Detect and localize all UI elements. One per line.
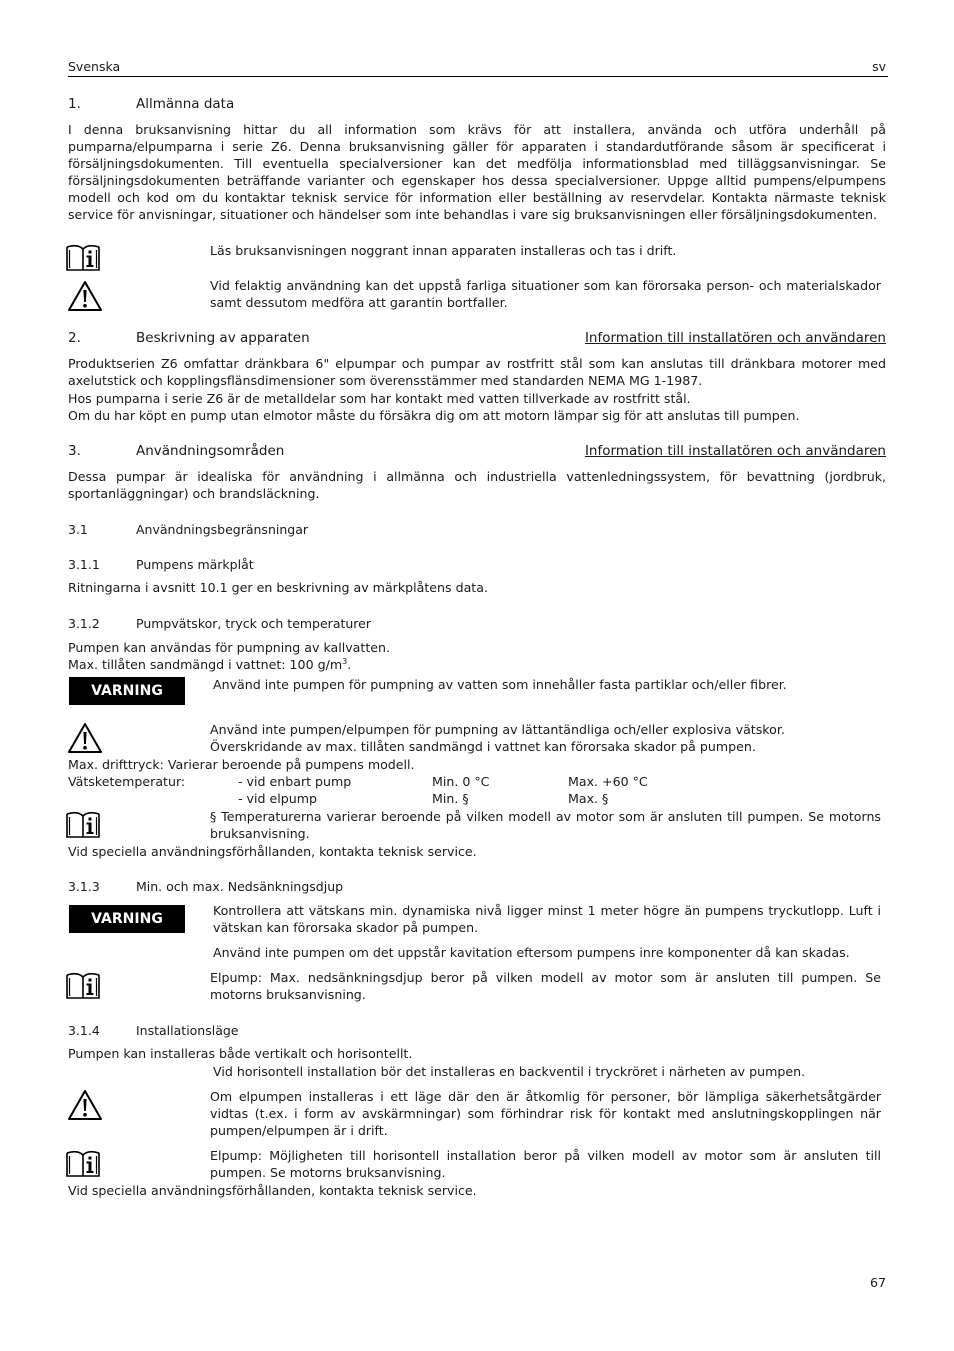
temperature-label: Vätsketemperatur: (68, 774, 186, 789)
superscript-3: 3 (342, 656, 348, 666)
section-3-1-4-title: Installationsläge (136, 1023, 239, 1038)
section-3-body: Dessa pumpar är idealiska för användning i allmänna och industriella vattenledningssystem, för bevattning (jordbruk, sportanläggningar) och brandsläckning. (68, 469, 886, 501)
temp-row-type: - vid enbart pump (238, 774, 352, 789)
section-1-body: I denna bruksanvisning hittar du all information som krävs för att installera, använda och utföra underhåll på pumparna/elpumparna i serie Z6. Denna bruksanvisning gäller för apparaten i standardutförande såsom är specificerat i försäljningsdokumenten. Till eventuella specialversioner kan det medfölja informationsblad med tilläggsanvisningar. Se försäljningsdokumenten beträffande varianter och egenskaper hos dessa specialversioner. Uppge alltid pumpens/elpumpens modell och kod om du kontaktar teknisk service för information eller beställning av reservdelar. Kontakta närmaste teknisk service för anvisningar, situationer och händelser som inte behandlas i vare sig bruksanvisningen eller försäljningsdokumenten. (68, 122, 886, 222)
section-2-audience: Information till installatören och användaren (584, 330, 886, 346)
section-2-paragraph-2: Hos pumparna i serie Z6 är de metalldelar som har kontakt med vatten tillverkade av rostfritt stål. (68, 391, 691, 406)
section-3-1-2-line-1: Pumpen kan användas för pumpning av kallvatten. (68, 640, 391, 655)
special-conditions-text: Vid speciella användningsförhållanden, kontakta teknisk service. (68, 1183, 477, 1198)
section-3-1-1-number: 3.1.1 (68, 557, 100, 572)
temp-row-min: Min. 0 °C (432, 774, 490, 789)
info-book-icon (65, 244, 101, 272)
section-3-1-1-title: Pumpens märkplåt (136, 557, 254, 572)
section-3-1-2-line-2 (68, 656, 886, 673)
installation-line-2: Vid horisontell installation bör det installeras en backventil i tryckröret i närheten av pumpen. (213, 1064, 806, 1079)
flammable-warning: Använd inte pumpen/elpumpen för pumpning av lättantändliga och/eller explosiva vätskor. (210, 722, 785, 737)
installation-warning: Om elpumpen installeras i ett läge där den är åtkomlig för personer, bör lämpliga säkerhetsåtgärder vidtas (t.ex. i form av avskärmningar) som förhindrar risk för kontakt med anslutningskopplingen när pumpen/elpumpen är i drift. (210, 1089, 881, 1138)
section-3-audience: Information till installatören och användaren (584, 443, 886, 459)
temp-row-type: - vid elpump (238, 791, 317, 806)
sand-limit-text: Max. tillåten sandmängd i vattnet: 100 g/m (68, 657, 343, 672)
section-3-title: Användningsområden (136, 443, 285, 459)
section-3-1-title: Användningsbegränsningar (136, 522, 308, 537)
varning-text: Kontrollera att vätskans min. dynamiska nivå ligger minst 1 meter högre än pumpens tryckutlopp. Luft i vätskan kan förorsaka skador på pumpen. (213, 903, 881, 935)
installation-line-1: Pumpen kan installeras både vertikalt och horisontellt. (68, 1046, 413, 1061)
header-rule (68, 76, 888, 77)
page-number: 67 (869, 1275, 886, 1290)
section-3-1-4-number: 3.1.4 (68, 1023, 100, 1038)
cavitation-text: Använd inte pumpen om det uppstår kavitation eftersom pumpens inre komponenter då kan skadas. (213, 945, 850, 960)
section-2-paragraph-3: Om du har köpt en pump utan elmotor måste du försäkra dig om att motorn lämpar sig för att anslutas till pumpen. (68, 408, 800, 423)
max-pressure-text: Max. drifttryck: Varierar beroende på pumpens modell. (68, 757, 415, 772)
section-2-paragraph-1: Produktserien Z6 omfattar dränkbara 6" elpumpar och pumpar av rostfritt stål som kan anslutas till dränkbara motorer med axelutstick och kopplingsflänsdimensioner som överensstämmer med standarden NEMA MG 1-1987. (68, 356, 886, 388)
varning-text: Använd inte pumpen för pumpning av vatten som innehåller fasta partiklar och/eller fibrer. (213, 677, 787, 692)
section-1-info-note: Läs bruksanvisningen noggrant innan apparaten installeras och tas i drift. (210, 243, 677, 258)
warning-triangle-icon (67, 1089, 103, 1121)
header-language-code: sv (872, 59, 886, 74)
temperature-info-note: § Temperaturerna varierar beroende på vilken modell av motor som är ansluten till pumpen. Se motorns bruksanvisning. (210, 809, 881, 841)
warning-triangle-icon (67, 722, 103, 754)
section-3-1-1-body: Ritningarna i avsnitt 10.1 ger en beskrivning av märkplåtens data. (68, 580, 488, 595)
header-language: Svenska (68, 59, 121, 74)
section-3-1-number: 3.1 (68, 522, 88, 537)
temp-row-max: Max. +60 °C (568, 774, 648, 789)
section-3-1-2-title: Pumpvätskor, tryck och temperaturer (136, 616, 371, 631)
submersion-info-note: Elpump: Max. nedsänkningsdjup beror på vilken modell av motor som är ansluten till pumpen. Se motorns bruksanvisning. (210, 970, 881, 1002)
varning-label: VARNING (69, 677, 185, 705)
special-conditions-text: Vid speciella användningsförhållanden, kontakta teknisk service. (68, 844, 477, 859)
section-3-1-3-title: Min. och max. Nedsänkningsdjup (136, 879, 344, 894)
section-2-title: Beskrivning av apparaten (136, 330, 310, 346)
info-book-icon (65, 1150, 101, 1178)
varning-label: VARNING (69, 905, 185, 933)
section-1-title: Allmänna data (136, 96, 235, 112)
section-1-warning-note: Vid felaktig användning kan det uppstå farliga situationer som kan förorsaka person- och materialskador samt dessutom medföra att garantin bortfaller. (210, 278, 881, 310)
section-1-number: 1. (68, 96, 81, 112)
info-book-icon (65, 811, 101, 839)
section-3-number: 3. (68, 443, 81, 459)
temp-row-min: Min. § (432, 791, 469, 806)
section-2-number: 2. (68, 330, 81, 346)
warning-triangle-icon (67, 280, 103, 312)
sand-warning: Överskridande av max. tillåten sandmängd i vattnet kan förorsaka skador på pumpen. (210, 739, 756, 754)
sand-limit-period: . (347, 657, 352, 672)
temp-row-max: Max. § (568, 791, 609, 806)
section-3-1-3-number: 3.1.3 (68, 879, 100, 894)
installation-info-note: Elpump: Möjligheten till horisontell installation beror på vilken modell av motor som är ansluten till pumpen. Se motorns bruksanvisning. (210, 1148, 881, 1180)
section-3-1-2-number: 3.1.2 (68, 616, 100, 631)
info-book-icon (65, 972, 101, 1000)
